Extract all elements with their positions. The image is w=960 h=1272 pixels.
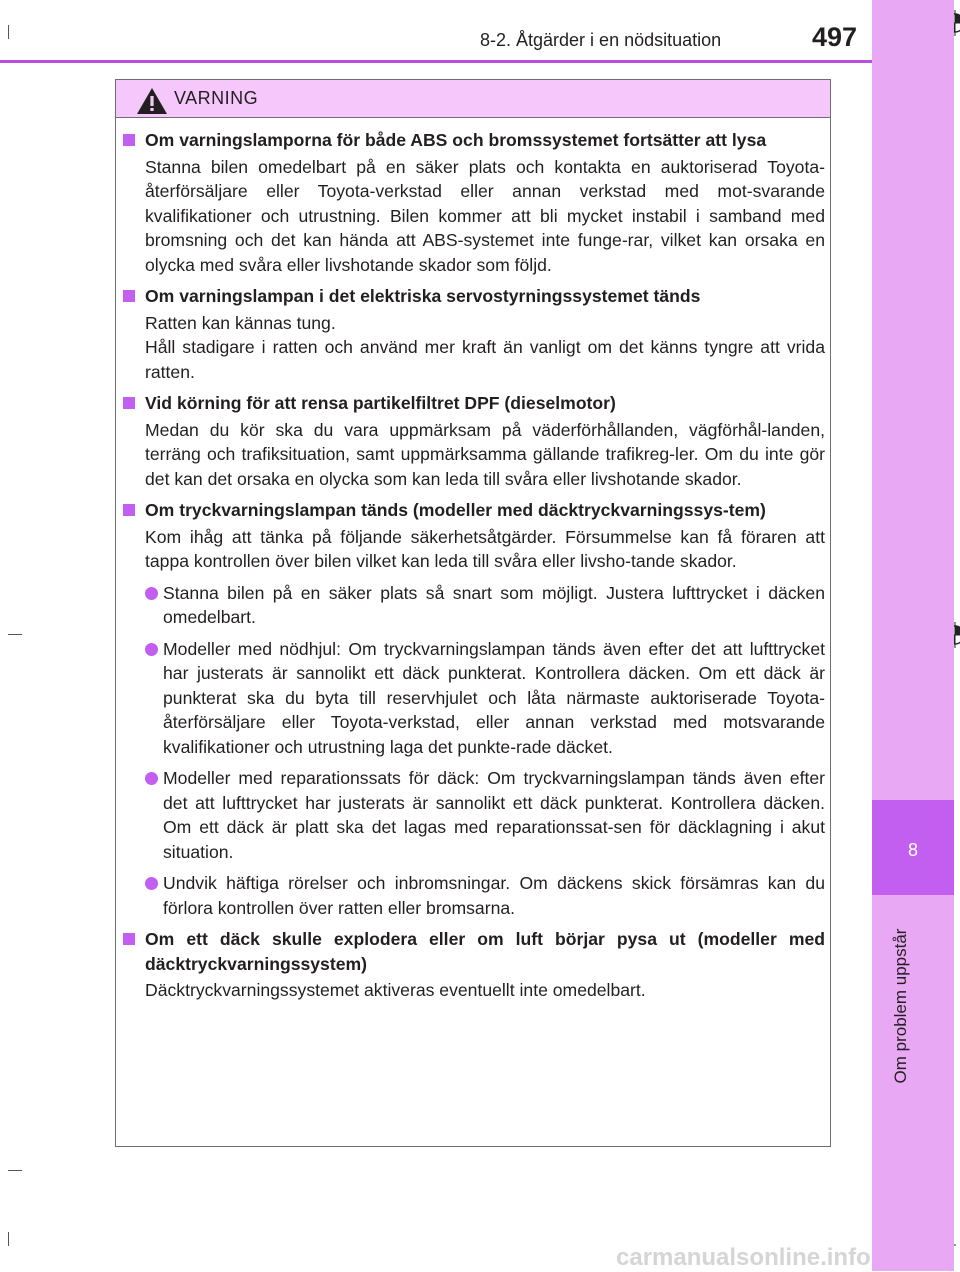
warning-section xyxy=(123,498,825,920)
warning-box xyxy=(115,79,831,1147)
dot-bullet-icon xyxy=(145,587,158,600)
paragraph: Håll stadigare i ratten och använd mer kraft än vanligt om det känns tyngre att vrida ratten. xyxy=(145,337,825,382)
warning-section xyxy=(123,391,825,491)
warning-triangle-icon xyxy=(135,86,169,116)
warning-content xyxy=(123,128,825,1010)
crop-mark xyxy=(8,1232,9,1246)
section-heading: Om tryckvarningslampan tänds (modeller med däcktryckvarningssys-tem) xyxy=(123,498,825,523)
header-rule xyxy=(0,60,872,63)
chapter-number-box xyxy=(872,800,954,895)
section-heading: Om varningslamporna för både ABS och bromssystemet fortsätter att lysa xyxy=(123,128,825,153)
dot-bullet-icon xyxy=(145,772,158,785)
list-item: Modeller med reparationssats för däck: Om tryckvarningslampan tänds även efter det att lufttrycket har justerats är sannolikt ett däck punkterat. Kontrollera däcken. Om ett däck är platt ska det lagas med reparationssat-sen för däcklagning i akut situation. xyxy=(123,766,825,864)
watermark: carmanualsonline.info xyxy=(616,1244,871,1271)
warning-section xyxy=(123,284,825,384)
warning-section xyxy=(123,927,825,1003)
dot-bullet-icon xyxy=(145,643,158,656)
square-bullet-icon xyxy=(123,933,135,945)
square-bullet-icon xyxy=(123,134,135,146)
chapter-number: 8 xyxy=(907,840,918,860)
paragraph: Kom ihåg att tänka på följande säkerhetsåtgärder. Försummelse kan få föraren att tappa kontrollen över bilen vilket kan leda till svåra eller livsho-tande skador. xyxy=(145,526,825,571)
section-title: 8-2. Åtgärder i en nödsituation xyxy=(480,30,722,50)
square-bullet-icon xyxy=(123,397,135,409)
paragraph: Medan du kör ska du vara uppmärksam på väderförhållanden, vägförhål-landen, terräng och trafiksituation, samt uppmärksamma gällande trafikreg-ler. Om du inte gör det kan det orsaka en olycka som kan leda till svåra eller livshotande skador. xyxy=(145,419,825,489)
section-heading: Om ett däck skulle explodera eller om luft börjar pysa ut (modeller med däcktryckvarningssystem) xyxy=(123,927,825,976)
list-item: Undvik häftiga rörelser och inbromsningar. Om däckens skick försämras kan du förlora kontrollen över ratten eller bromsarna. xyxy=(123,871,825,920)
list-item: Stanna bilen på en säker plats så snart som möjligt. Justera lufttrycket i däcken omedelbart. xyxy=(123,581,825,630)
paragraph: Stanna bilen omedelbart på en säker plats och kontakta en auktoriserad Toyota-återförsäljare eller Toyota-verkstad eller annan verkstad med mot-svarande kvalifikationer och utrustning. Bilen kommer att bli mycket instabil i samband med bromsning och det kan hända att ABS-systemet inte funge-rar, vilket kan orsaka en olycka med svåra eller livshotande skador som följd. xyxy=(145,156,825,275)
paragraph: Däcktryckvarningssystemet aktiveras eventuellt inte omedelbart. xyxy=(145,980,646,1000)
warning-section xyxy=(123,128,825,277)
chapter-title: Om problem uppstår xyxy=(891,928,910,1084)
warning-header xyxy=(116,80,830,118)
square-bullet-icon xyxy=(123,504,135,516)
warning-label: VARNING xyxy=(174,88,259,108)
crop-mark xyxy=(8,25,9,39)
dot-bullet-icon xyxy=(145,877,158,890)
crop-mark xyxy=(8,634,22,635)
section-heading: Om varningslampan i det elektriska servostyrningssystemet tänds xyxy=(123,284,825,309)
chapter-side-tab xyxy=(872,0,954,1271)
crop-mark xyxy=(8,1170,22,1171)
list-item: Modeller med nödhjul: Om tryckvarningslampan tänds även efter det att lufttrycket har justerats är sannolikt ett däck punkterat. Kontrollera däcken. Om ett däck är punkterat ska du byta till reservhjulet och låta närmaste auktoriserade Toyota-återförsäljare eller Toyota-verkstad, eller annan verkstad med motsvarande kvalifikationer och utrustning laga det punkte-rade däcket. xyxy=(123,637,825,760)
paragraph: Ratten kan kännas tung. xyxy=(145,312,336,333)
section-heading: Vid körning för att rensa partikelfiltret DPF (dieselmotor) xyxy=(123,391,825,416)
page-number: 497 xyxy=(812,22,858,52)
square-bullet-icon xyxy=(123,290,135,302)
